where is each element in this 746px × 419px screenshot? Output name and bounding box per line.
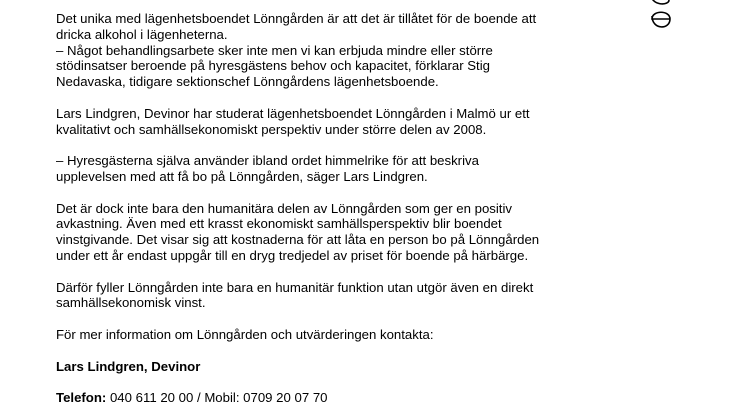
logo-glyphs-icon xyxy=(642,0,682,46)
paragraph-quote: – Hyresgästerna själva använder ibland ordet himmelrike för att beskriva upplevelsen med att få bo på Lönngården, säger Lars Lindgren. xyxy=(56,153,479,184)
paragraph-study: Lars Lindgren, Devinor har studerat lägenhetsboendet Lönngården i Malmö ur ett kvalitativt och samhällsekonomiskt perspektiv under större delen av 2008. xyxy=(56,105,530,137)
paragraph-intro: Det unika med lägenhetsboendet Lönngården är att det är tillåtet för de boende att dricka alkohol i lägenheterna. – Något behandlingsarbete sker inte men vi kan erbjuda mindre eller större stödinsatser beroende på hyresgästens behov och kapacitet, förklarar Stig Nedavaska, tidigare sektionschef Lönngårdens lägenhetsboende. xyxy=(56,11,537,90)
contact-phone xyxy=(56,390,636,406)
article-body xyxy=(56,11,636,419)
paragraph-conclusion: Därför fyller Lönngården inte bara en humanitär funktion utan utgör även en direkt samhällsekonomisk vinst. xyxy=(56,279,534,311)
vertical-logo xyxy=(642,0,682,46)
contact-phone-value: 040 611 20 00 / Mobil: 0709 20 07 70 xyxy=(106,390,328,406)
paragraph-economics: Det är dock inte bara den humanitära delen av Lönngården som ger en positiv avkastning. Även med ett krasst ekonomiskt samhällsperspektiv blir boendet vinstgivande. Det visar sig att kostnaderna för att låta en person bo på Lönngården under ett år endast uppgår till en dryg tredjedel av priset för boende på härbärge. xyxy=(56,200,540,263)
contact-phone-label: Telefon: xyxy=(56,390,107,406)
contact-name: Lars Lindgren, Devinor xyxy=(56,358,201,374)
paragraph-contact-intro: För mer information om Lönngården och utvärderingen kontakta: xyxy=(56,326,434,342)
